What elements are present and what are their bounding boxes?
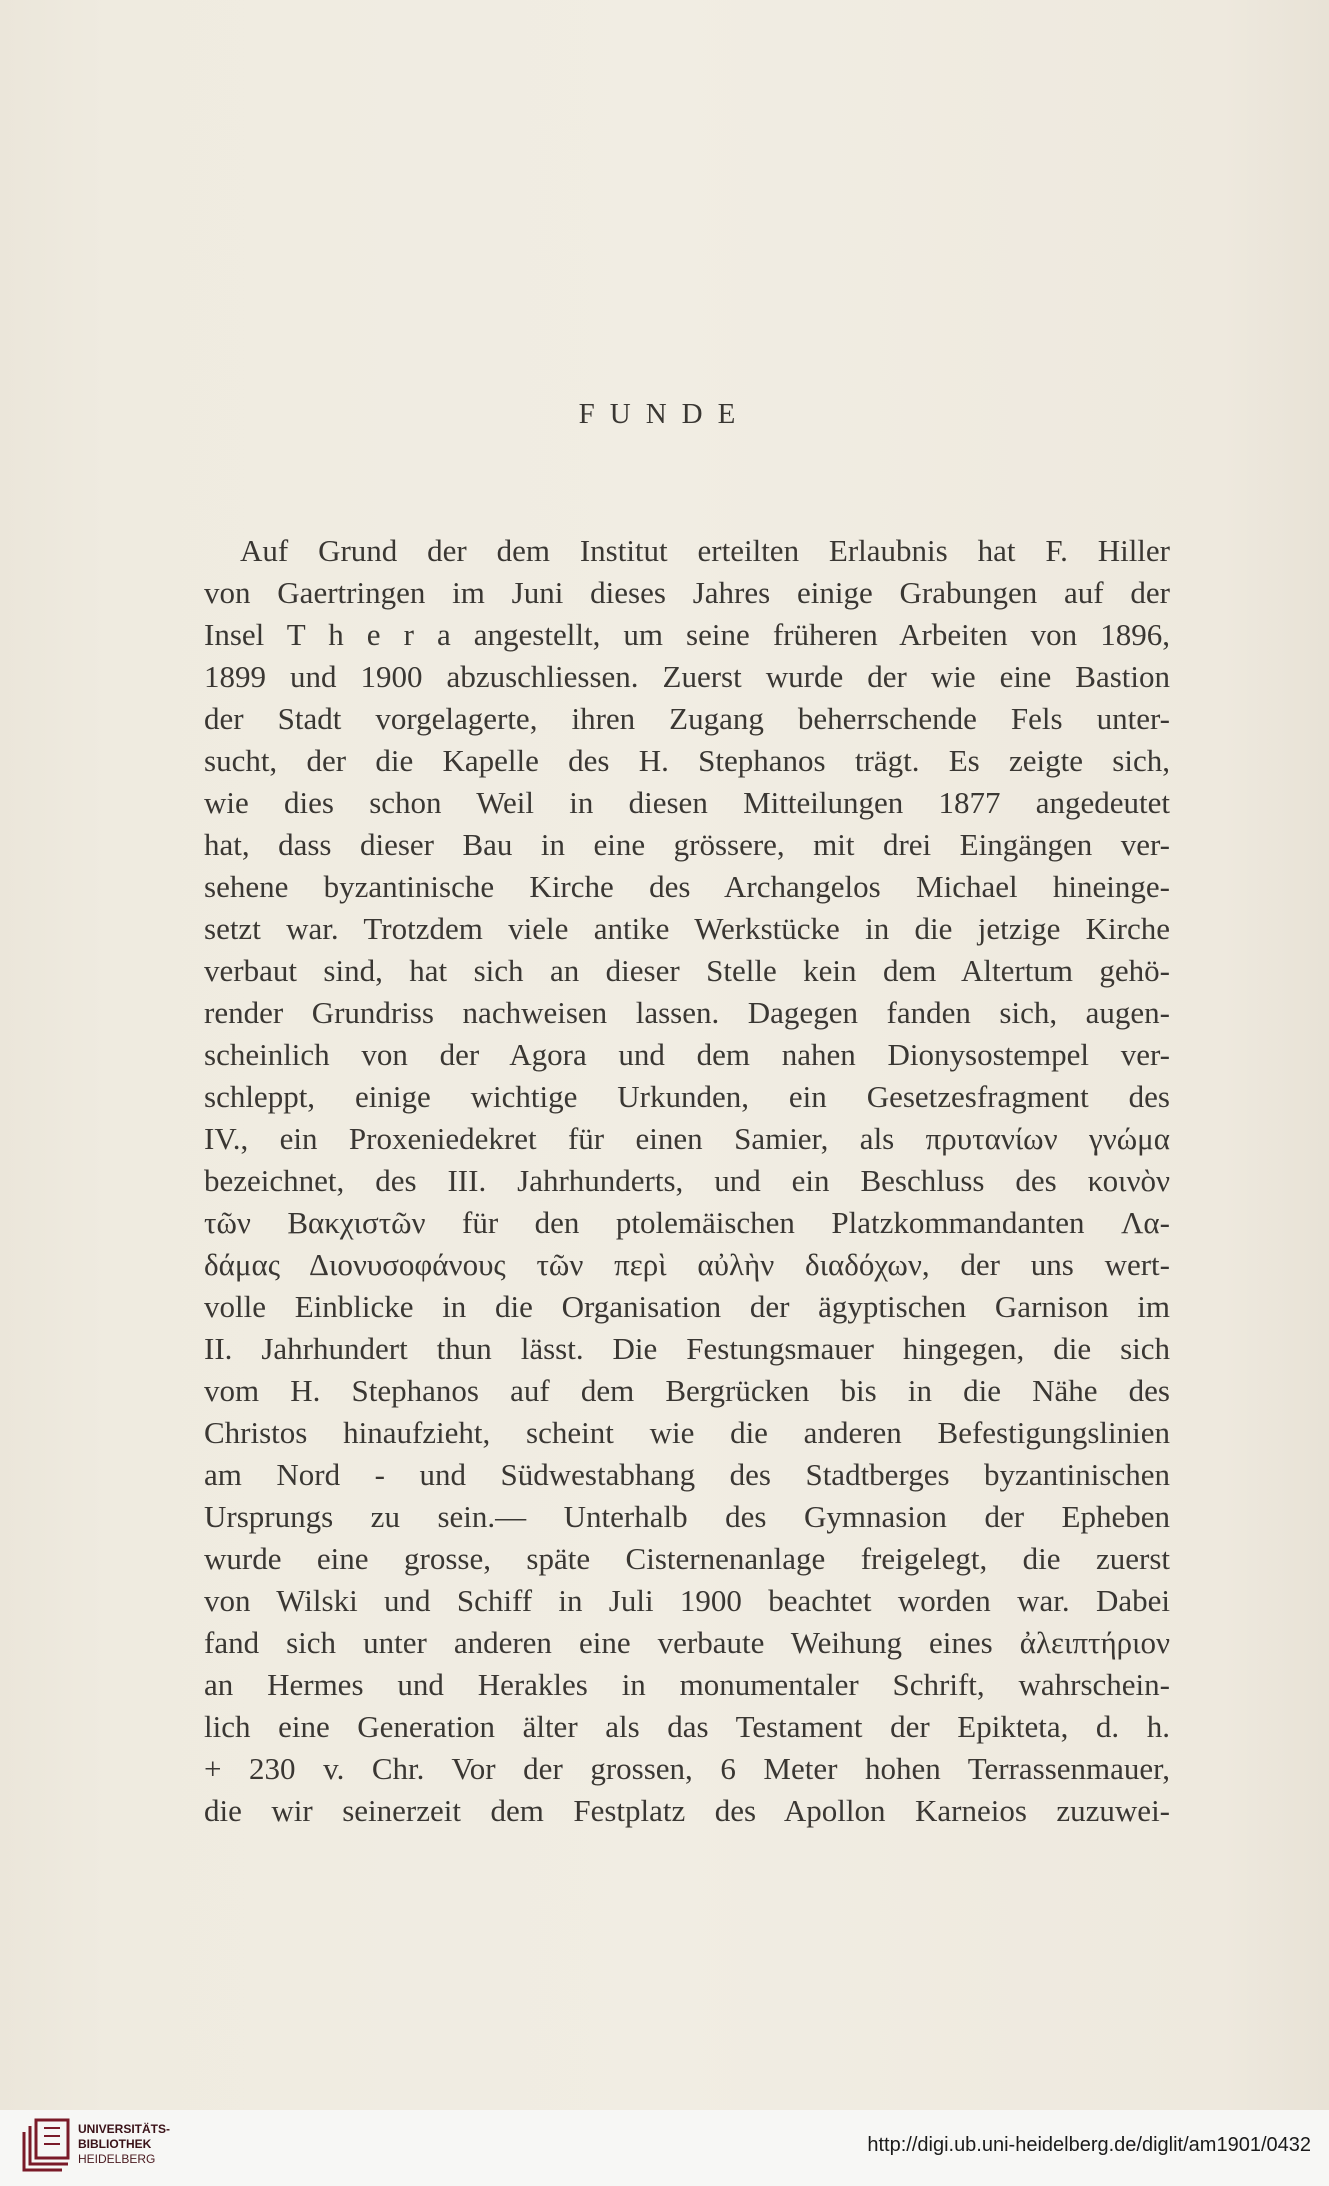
text-line: verbaut sind, hat sich an dieser Stelle kein dem Altertum gehö-	[204, 953, 1170, 988]
library-name-line: HEIDELBERG	[78, 2152, 156, 2166]
text-line: Insel T h e r a angestellt, um seine früheren Arbeiten von 1896,	[204, 617, 1170, 652]
text-line: wurde eine grosse, späte Cisternenanlage freigelegt, die zuerst	[204, 1541, 1170, 1576]
text-line: am Nord - und Südwestabhang des Stadtberges byzantinischen	[204, 1457, 1170, 1492]
library-name-line: UNIVERSITÄTS-	[78, 2122, 171, 2136]
text-line: τῶν Βακχιστῶν für den ptolemäischen Platzkommandanten Λα-	[204, 1205, 1170, 1240]
text-line: δάμας Διονυσοφάνους τῶν περὶ αὐλὴν διαδόχων, der uns wert-	[204, 1247, 1170, 1282]
text-line: von Gaertringen im Juni dieses Jahres einige Grabungen auf der	[204, 575, 1170, 610]
text-line: vom H. Stephanos auf dem Bergrücken bis in die Nähe des	[204, 1373, 1170, 1408]
text-line: Christos hinaufzieht, scheint wie die anderen Befestigungslinien	[204, 1415, 1170, 1450]
text-line: scheinlich von der Agora und dem nahen Dionysostempel ver-	[204, 1037, 1170, 1072]
text-line: fand sich unter anderen eine verbaute Weihung eines ἀλειπτήριον	[204, 1625, 1170, 1660]
text-line: Ursprungs zu sein.— Unterhalb des Gymnasion der Epheben	[204, 1499, 1170, 1534]
library-name-line: BIBLIOTHEK	[78, 2137, 152, 2151]
text-line: Auf Grund der dem Institut erteilten Erlaubnis hat F. Hiller	[240, 533, 1170, 568]
text-line: 1899 und 1900 abzuschliessen. Zuerst wurde der wie eine Bastion	[204, 659, 1170, 694]
text-line: sucht, der die Kapelle des H. Stephanos trägt. Es zeigte sich,	[204, 743, 1170, 778]
text-line: II. Jahrhundert thun lässt. Die Festungsmauer hingegen, die sich	[204, 1331, 1170, 1366]
text-line: von Wilski und Schiff in Juli 1900 beachtet worden war. Dabei	[204, 1583, 1170, 1618]
text-line: hat, dass dieser Bau in eine grössere, mit drei Eingängen ver-	[204, 827, 1170, 862]
body-paragraph	[204, 530, 1170, 1832]
text-line: lich eine Generation älter als das Testament der Epikteta, d. h.	[204, 1709, 1170, 1744]
library-logo-icon	[18, 2118, 72, 2176]
text-line: render Grundriss nachweisen lassen. Dagegen fanden sich, augen-	[204, 995, 1170, 1030]
text-line: sehene byzantinische Kirche des Archangelos Michael hineinge-	[204, 869, 1170, 904]
text-line: wie dies schon Weil in diesen Mitteilungen 1877 angedeutet	[204, 785, 1170, 820]
text-line: + 230 v. Chr. Vor der grossen, 6 Meter hohen Terrassenmauer,	[204, 1751, 1170, 1786]
text-line: die wir seinerzeit dem Festplatz des Apollon Karneios zuzuwei-	[204, 1793, 1170, 1828]
text-line: volle Einblicke in die Organisation der ägyptischen Garnison im	[204, 1289, 1170, 1324]
text-line: IV., ein Proxeniedekret für einen Samier, als πρυτανίων γνώμα	[204, 1121, 1170, 1156]
text-line: bezeichnet, des III. Jahrhunderts, und ein Beschluss des κοινὸν	[204, 1163, 1170, 1198]
source-url-link[interactable]: http://digi.ub.uni-heidelberg.de/diglit/am1901/0432	[867, 2134, 1311, 2156]
text-line: an Hermes und Herakles in monumentaler Schrift, wahrschein-	[204, 1667, 1170, 1702]
text-line: der Stadt vorgelagerte, ihren Zugang beherrschende Fels unter-	[204, 701, 1170, 736]
library-name	[78, 2122, 170, 2167]
text-line: schleppt, einige wichtige Urkunden, ein Gesetzesfragment des	[204, 1079, 1170, 1114]
text-line: setzt war. Trotzdem viele antike Werkstücke in die jetzige Kirche	[204, 911, 1170, 946]
page-heading: FUNDE	[578, 398, 751, 430]
library-footer	[0, 2110, 1329, 2186]
